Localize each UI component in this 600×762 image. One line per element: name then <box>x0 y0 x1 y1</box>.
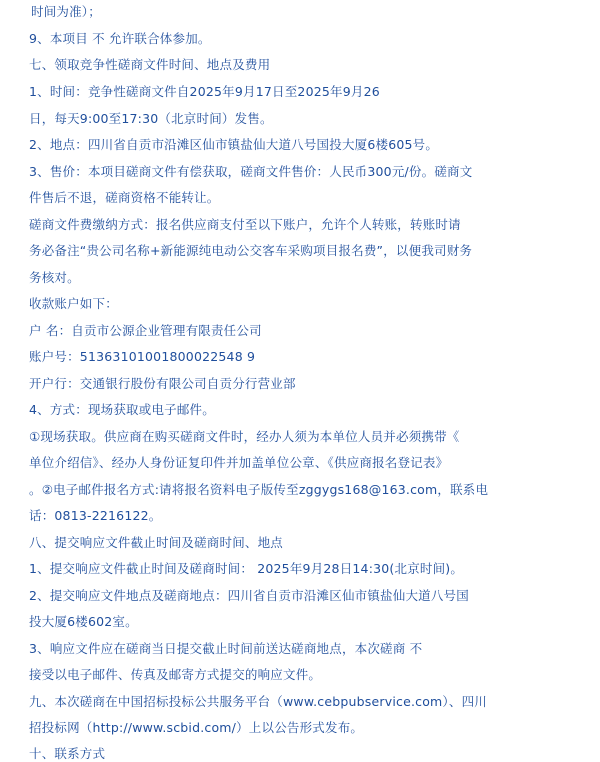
section-heading: 七、领取竞争性磋商文件时间、地点及费用 <box>29 57 271 72</box>
text-line: 招投标网（http://www.scbid.com/）上以公告形式发布。 <box>29 720 364 735</box>
text-line: 1、提交响应文件截止时间及磋商时间： 2025年9月28日14:30(北京时间)。 <box>29 561 464 576</box>
account-number: 账户号：51363101001800022548 9 <box>29 349 256 364</box>
text-line: 话：0813-2216122。 <box>29 508 162 523</box>
text-line: 2、地点：四川省自贡市沿滩区仙市镇盐仙大道八号国投大厦6楼605号。 <box>29 137 439 152</box>
text-line: 务核对。 <box>29 270 80 285</box>
account-name: 户 名：自贡市公源企业管理有限责任公司 <box>29 323 262 338</box>
text-line: 3、售价：本项目磋商文件有偿获取，磋商文件售价：人民币300元/份。磋商文 <box>29 164 473 179</box>
text-line: 4、方式：现场获取或电子邮件。 <box>29 402 215 417</box>
text-line: ①现场获取。供应商在购买磋商文件时，经办人须为本单位人员并必须携带《 <box>29 429 460 444</box>
text-line: 件售后不退，磋商资格不能转让。 <box>29 190 220 205</box>
text-line: 3、响应文件应在磋商当日提交截止时间前送达磋商地点，本次磋商 不 <box>29 641 423 656</box>
text-line: 日，每天9:00至17:30（北京时间）发售。 <box>29 111 273 126</box>
bank-name: 开户行：交通银行股份有限公司自贡分行营业部 <box>29 376 296 391</box>
text-line: 收款账户如下： <box>29 296 118 311</box>
text-line: 1、时间：竞争性磋商文件自2025年9月17日至2025年9月26 <box>29 84 380 99</box>
text-line: 接受以电子邮件、传真及邮寄方式提交的响应文件。 <box>29 667 322 682</box>
text-line: 投大厦6楼602室。 <box>29 614 138 629</box>
section-heading: 十、联系方式 <box>29 746 106 761</box>
text-line: 9、本项目 不 允许联合体参加。 <box>29 31 211 46</box>
text-line: 务必备注“贵公司名称+新能源纯电动公交客车采购项目报名费”，以便我司财务 <box>29 243 473 258</box>
text-line: 磋商文件费缴纳方式：报名供应商支付至以下账户，允许个人转账，转账时请 <box>29 217 461 232</box>
section-heading: 八、提交响应文件截止时间及磋商时间、地点 <box>29 535 284 550</box>
text-line: 九、本次磋商在中国招标投标公共服务平台（www.cebpubservice.com）、四川 <box>29 694 487 709</box>
text-line: 时间为准）； <box>31 4 101 19</box>
text-line: 2、提交响应文件地点及磋商地点：四川省自贡市沿滩区仙市镇盐仙大道八号国 <box>29 588 469 603</box>
text-line: 。②电子邮件报名方式:请将报名资料电子版传至zggygs168@163.com，联系电 <box>29 482 489 497</box>
text-line: 单位介绍信》、经办人身份证复印件并加盖单位公章、《供应商报名登记表》 <box>29 455 449 470</box>
